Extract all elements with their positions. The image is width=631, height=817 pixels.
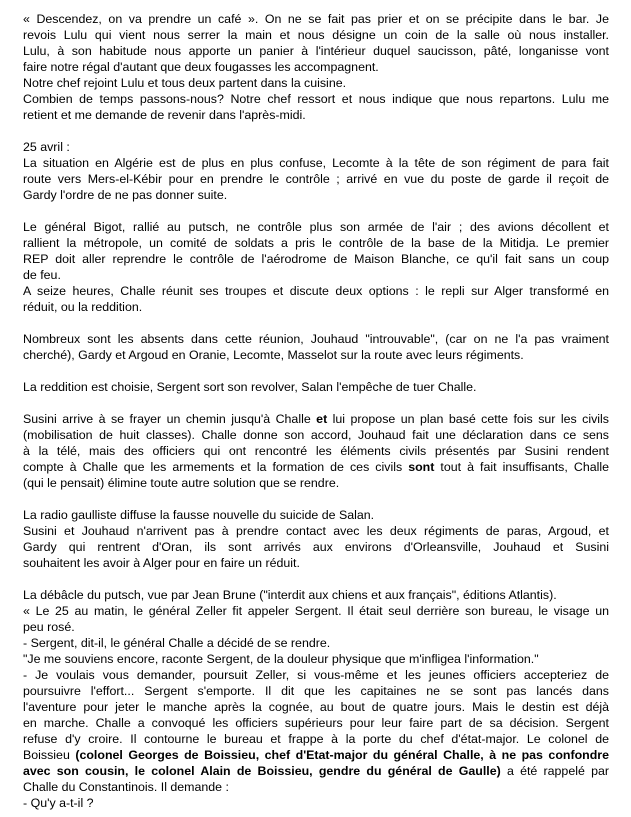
text-line: Challe du Constantinois. Il demande : (23, 780, 229, 794)
text-line: faire notre régal d'autant que deux fougasses les accompagnent. (23, 60, 379, 74)
text-line: La situation en Algérie est de plus en plus confuse, Lecomte à la tête de son régiment de para fait (23, 156, 609, 170)
text-line: route vers Mers-el-Kébir pour en prendre le contrôle ; arrivé en vue du poste de garde il reçoit de (23, 172, 609, 186)
paragraph-absents (23, 331, 609, 363)
text-segment: Boissieu (23, 748, 76, 762)
text-line (23, 411, 609, 427)
text-line: rallient la métropole, un comité de soldats a pris le contrôle de la base de la Mitidja. Le premier (23, 236, 609, 250)
text-line: « Le 25 au matin, le général Zeller fit appeler Sergent. Il était seul derrière son bureau, le visage un (23, 604, 609, 618)
text-line: l'aventure pour jeter le manche après la cognée, au bout de quatre jours. Mais le destin est déjà (23, 700, 609, 714)
text-line: retient et me demande de revenir dans l'après-midi. (23, 108, 306, 122)
text-segment: tout à fait insuffisants, Challe (434, 460, 609, 474)
text-line: Gardy qui rentrent d'Oran, ils sont arrivés aux environs d'Orleansville, Jouhaud et Susini (23, 540, 609, 554)
text-line: - Je voulais vous demander, poursuit Zeller, si vous-même et les jeunes officiers accepteriez de (23, 668, 609, 682)
text-line: Notre chef rejoint Lulu et tous deux partent dans la cuisine. (23, 76, 347, 90)
text-line: Combien de temps passons-nous? Notre chef ressort et nous indique que nous repartons. Lulu me (23, 92, 609, 106)
text-line: (qui le pensait) élimine toute autre solution que se rendre. (23, 476, 340, 490)
text-line: à la télé, mais des officiers qui ont rencontré les éléments civils présentés par Susini rendent (23, 444, 609, 458)
bold-segment: avec son cousin, le colonel Alain de Boissieu, gendre du général de Gaulle) (23, 764, 501, 778)
text-line: - Sergent, dit-il, le général Challe a décidé de se rendre. (23, 636, 331, 650)
text-line: Lulu, à son habitude nous apporte un panier à l'intérieur duquel saucisson, pâté, longanisse vont (23, 44, 609, 58)
text-line: souhaitent les avoir à Alger pour en faire un réduit. (23, 556, 300, 570)
paragraph-susini (23, 411, 609, 491)
text-line: peu rosé. (23, 620, 75, 634)
text-line: A seize heures, Challe réunit ses troupes et discute deux options : le repli sur Alger transformé en (23, 284, 609, 298)
text-line: Nombreux sont les absents dans cette réunion, Jouhaud "introuvable", (car on ne l'a pas vraiment (23, 332, 609, 346)
text-line: Susini et Jouhaud n'arrivent pas à prendre contact avec les deux régiments de paras, Argoud, et (23, 524, 609, 538)
text-line: "Je me souviens encore, raconte Sergent, de la douleur physique que m'infligea l'information." (23, 652, 539, 666)
text-line: - Qu'y a-t-il ? (23, 796, 94, 810)
text-line (23, 763, 609, 779)
text-line (23, 459, 609, 475)
text-line: Le général Bigot, rallié au putsch, ne contrôle plus son armée de l'air ; des avions décollent et (23, 220, 609, 234)
paragraph-debacle (23, 587, 609, 811)
bold-segment: et (316, 412, 328, 426)
text-line: réduit, ou la reddition. (23, 300, 143, 314)
text-segment: Susini arrive à se frayer un chemin jusqu'à Challe (23, 412, 317, 426)
text-line: REP doit aller reprendre le contrôle de l'aérodrome de Maison Blanche, ce qu'il fait sans un coup (23, 252, 609, 266)
paragraph-cafe (23, 11, 609, 123)
text-line: poursuivre l'effort... Sergent s'emporte. Il dit que les capitaines ne se sont pas lancés dans (23, 684, 609, 698)
text-line: La débâcle du putsch, vue par Jean Brune ("interdit aux chiens et aux français", éditions Atlantis). (23, 588, 557, 602)
text-line: en marche. Challe a convoqué les officiers supérieurs pour leur faire part de sa décision. Sergent (23, 716, 609, 730)
paragraph-25-avril (23, 139, 609, 203)
text-line: refuse d'y croire. Il contourne le bureau et frappe à la porte du chef d'état-major. Le colonel de (23, 732, 609, 746)
paragraph-reddition (23, 379, 609, 395)
text-segment: lui propose un plan basé cette fois sur les civils (327, 412, 610, 426)
bold-segment: sont (408, 460, 435, 474)
text-line: « Descendez, on va prendre un café ». On ne se fait pas prier et on se précipite dans le bar. Je (23, 12, 609, 26)
date-heading: 25 avril : (23, 140, 70, 154)
text-line (23, 747, 609, 763)
text-line: La radio gaulliste diffuse la fausse nouvelle du suicide de Salan. (23, 508, 375, 522)
paragraph-bigot (23, 219, 609, 315)
text-line: (mobilisation de huit classes). Challe donne son accord, Jouhaud fait une déclaration dans ce sens (23, 428, 609, 442)
text-line: cherché), Gardy et Argoud en Oranie, Lecomte, Masselot sur la route avec leurs régiments. (23, 348, 524, 362)
text-line: Gardy l'ordre de ne pas donner suite. (23, 188, 228, 202)
text-line: revois Lulu qui vient nous serrer la main et nous désigne un coin de la salle où nous installer. (23, 28, 609, 42)
paragraph-radio (23, 507, 609, 571)
text-line: La reddition est choisie, Sergent sort son revolver, Salan l'empêche de tuer Challe. (23, 380, 477, 394)
bold-segment: (colonel Georges de Boissieu, chef d'Etat-major du général Challe, à ne pas confondre (75, 748, 610, 762)
text-segment: a été rappelé par (500, 764, 609, 778)
text-line: de feu. (23, 268, 61, 282)
text-segment: compte à Challe que les armements et la formation de ces civils (23, 460, 409, 474)
